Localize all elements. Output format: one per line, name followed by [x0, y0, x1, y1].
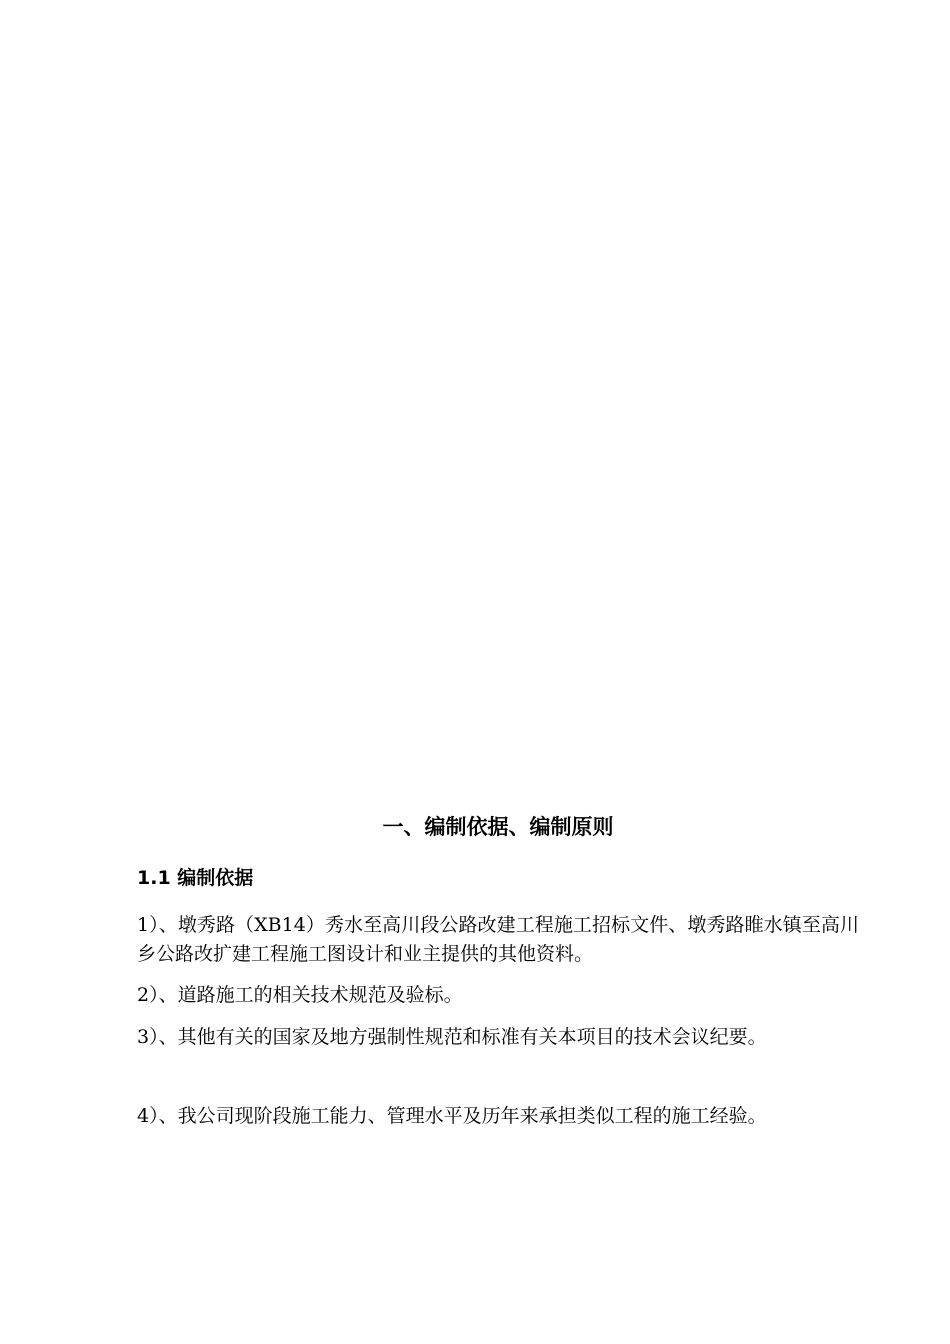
paragraph-2: 2）、道路施工的相关技术规范及验标。 — [137, 984, 463, 1006]
chapter-title: 一、编制依据、编制原则 — [382, 815, 614, 839]
paragraph-1: 1）、墩秀路（XB14）秀水至高川段公路改建工程施工招标文件、墩秀路睢水镇至高川乡公路改扩建工程施工图设计和业主提供的其他资料。 — [137, 914, 859, 965]
paragraph-4: 4）、我公司现阶段施工能力、管理水平及历年来承担类似工程的施工经验。 — [137, 1105, 767, 1127]
section-title: 1.1 编制依据 — [137, 867, 254, 889]
paragraph-3: 3）、其他有关的国家及地方强制性规范和标准有关本项目的技术会议纪要。 — [137, 1026, 767, 1048]
